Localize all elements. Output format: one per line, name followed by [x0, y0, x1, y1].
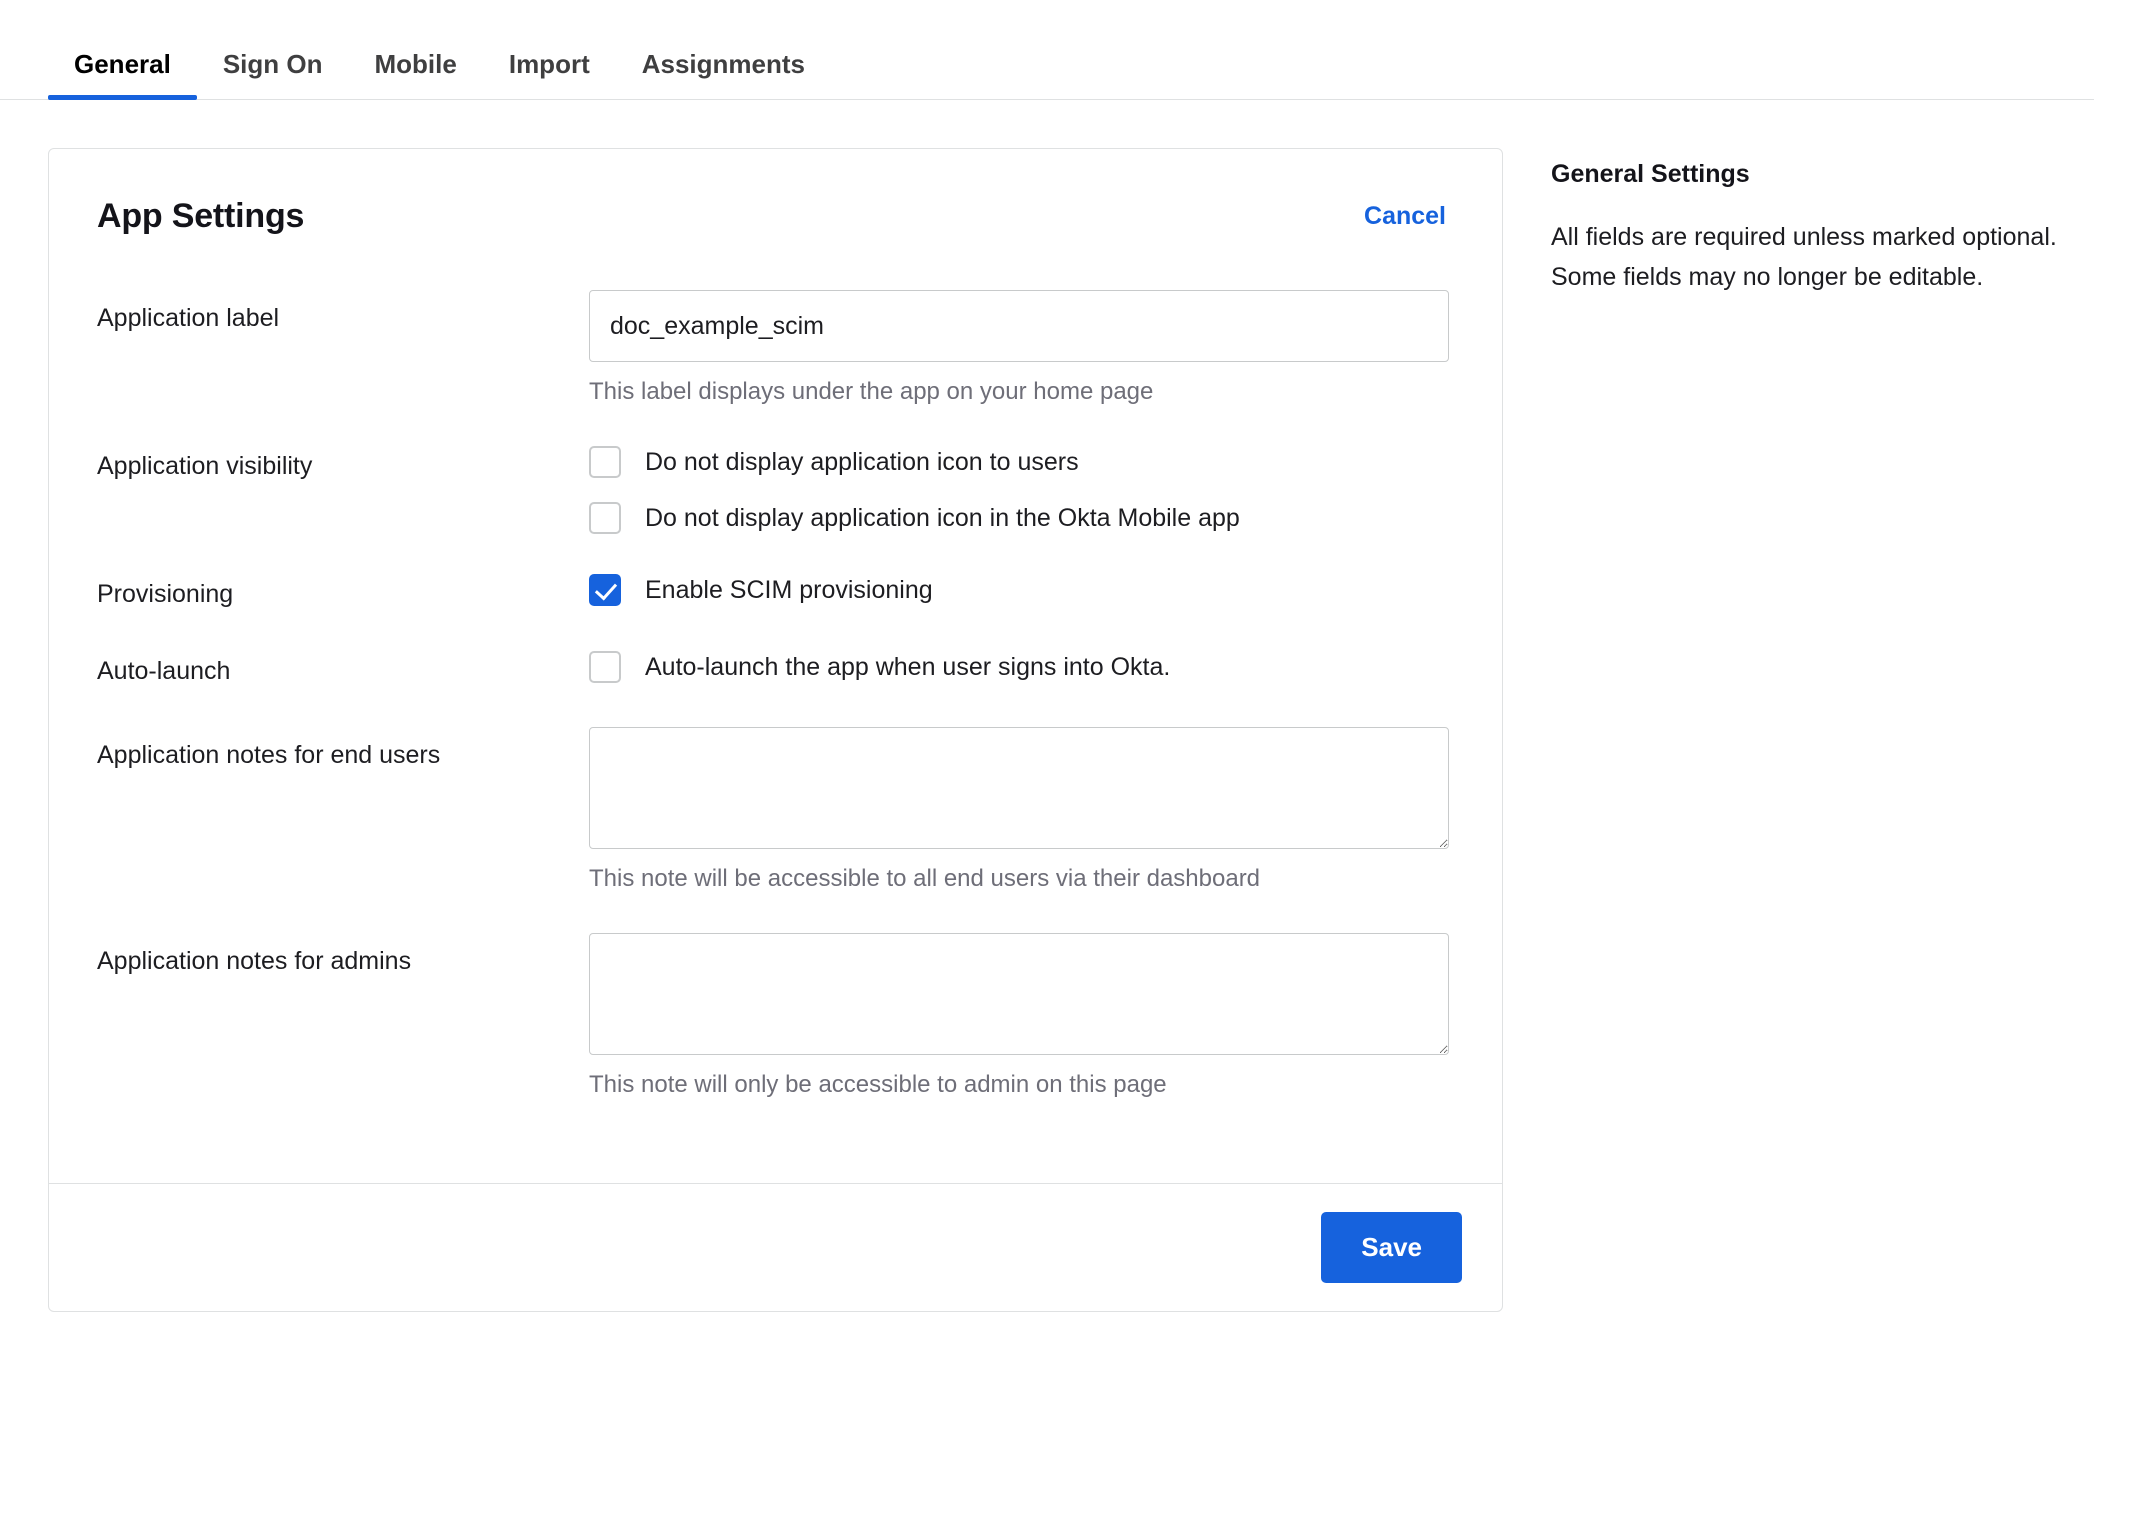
- cancel-button[interactable]: Cancel: [1364, 202, 1446, 230]
- checkbox-auto-launch-label: Auto-launch the app when user signs into Okta.: [645, 652, 1171, 681]
- notes-admins-hint: This note will only be accessible to admin on this page: [589, 1071, 1167, 1098]
- checkbox-hide-icon-users[interactable]: [589, 446, 621, 478]
- notes-end-users-field-group: [589, 727, 1449, 893]
- auto-launch-options: [589, 651, 1446, 683]
- card-footer: [49, 1183, 1502, 1311]
- notes-admins-label: Application notes for admins: [97, 947, 412, 975]
- checkbox-auto-launch[interactable]: [589, 651, 621, 683]
- save-button[interactable]: Save: [1321, 1212, 1462, 1283]
- checkbox-hide-icon-users-row[interactable]: [589, 446, 1446, 478]
- tab-general[interactable]: General: [48, 51, 197, 99]
- tab-assignments[interactable]: Assignments: [641, 49, 805, 79]
- tab-sign-on[interactable]: Sign On: [222, 49, 323, 79]
- checkbox-enable-scim-row[interactable]: [589, 574, 1446, 606]
- field-row-application-visibility: [97, 446, 1446, 534]
- auto-launch-label: Auto-launch: [97, 656, 231, 685]
- checkbox-auto-launch-row[interactable]: [589, 651, 1446, 683]
- checkbox-hide-icon-mobile-label: Do not display application icon in the Okta Mobile app: [645, 504, 1240, 532]
- notes-admins-textarea[interactable]: [589, 933, 1449, 1055]
- field-row-provisioning: [97, 574, 1446, 611]
- tab-mobile[interactable]: Mobile: [374, 49, 457, 79]
- card-header: [97, 197, 1446, 236]
- help-panel-text: All fields are required unless marked optional. Some fields may no longer be editable.: [1551, 223, 2057, 291]
- application-label-label: Application label: [97, 304, 280, 332]
- provisioning-options: [589, 574, 1446, 606]
- notes-admins-field-group: [589, 933, 1449, 1099]
- application-label-field-group: [589, 290, 1449, 406]
- tab-import[interactable]: Import: [508, 49, 590, 79]
- tab-bar: [0, 0, 2094, 100]
- provisioning-label: Provisioning: [97, 580, 234, 608]
- application-visibility-options: [589, 446, 1446, 534]
- help-panel-title: General Settings: [1551, 160, 1750, 188]
- notes-end-users-textarea[interactable]: [589, 727, 1449, 849]
- general-settings-help-panel: [1551, 148, 2071, 297]
- checkbox-hide-icon-mobile-row[interactable]: [589, 502, 1446, 534]
- page-title: App Settings: [97, 197, 305, 235]
- field-row-notes-end-users: [97, 727, 1446, 893]
- notes-end-users-label: Application notes for end users: [97, 741, 441, 769]
- notes-end-users-hint: This note will be accessible to all end users via their dashboard: [589, 865, 1261, 892]
- application-visibility-label: Application visibility: [97, 452, 313, 480]
- field-row-notes-admins: [97, 933, 1446, 1099]
- checkbox-hide-icon-mobile[interactable]: [589, 502, 621, 534]
- page-content: [0, 100, 2142, 1312]
- app-settings-card: [48, 148, 1503, 1312]
- field-row-application-label: [97, 290, 1446, 406]
- app-settings-form: [49, 149, 1502, 1183]
- checkbox-hide-icon-users-label: Do not display application icon to users: [645, 448, 1079, 476]
- checkbox-enable-scim-label: Enable SCIM provisioning: [645, 576, 933, 604]
- application-label-input[interactable]: [589, 290, 1449, 362]
- field-row-auto-launch: [97, 651, 1446, 688]
- application-label-hint: This label displays under the app on your home page: [589, 378, 1154, 405]
- checkbox-enable-scim[interactable]: [589, 574, 621, 606]
